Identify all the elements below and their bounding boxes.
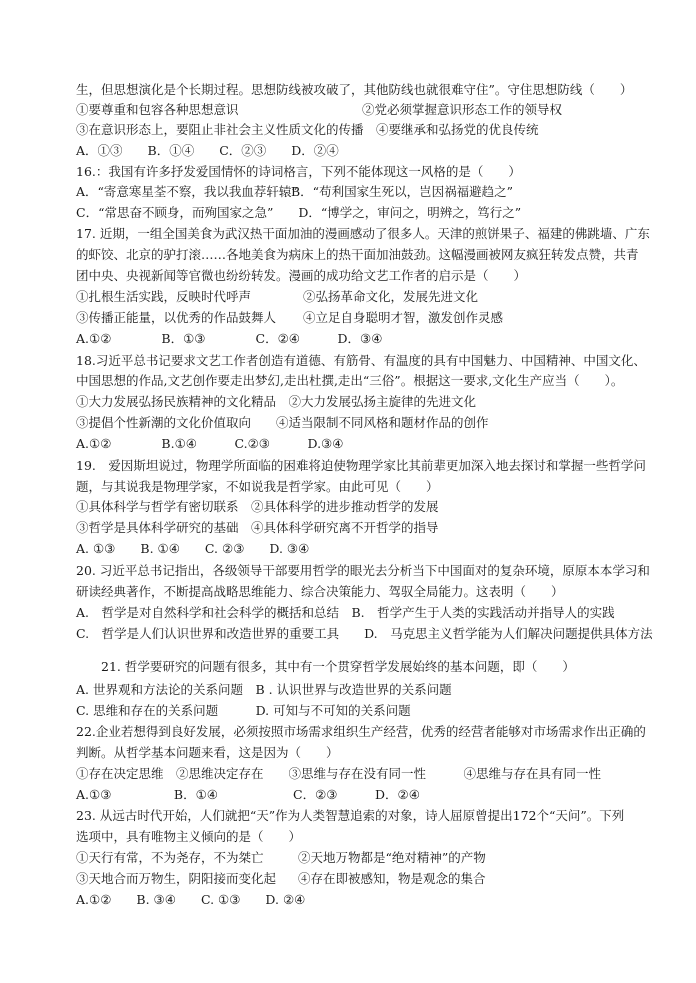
question-17-line-1: 17. 近期，一组全国美食为武汉热干面加油的漫画感动了很多人。天津的煎饼果子、福建的佛跳墙、广东 bbox=[76, 226, 650, 241]
question-17-option-4: ④立足自身聪明才智，激发创作灵感 bbox=[303, 310, 504, 325]
question-19-line-1: 19. 爱因斯坦说过，物理学所面临的困难将迫使物理学家比其前辈更加深入地去探讨和掌握一些哲学问 bbox=[76, 458, 646, 473]
question-23-option-3: ③天地合而万物生，阴阳接而变化起 bbox=[76, 871, 277, 886]
question-21-options-a-b: A. 世界观和方法论的关系问题 B . 认识世界与改造世界的关系问题 bbox=[76, 682, 452, 697]
question-22-answers: A.①③ B．①④ C．②③ D．②④ bbox=[76, 787, 420, 802]
question-15-option-2: ②党必须掌握意识形态工作的领导权 bbox=[362, 102, 563, 117]
question-23-option-4: ④存在即被感知，物是观念的集合 bbox=[298, 871, 486, 886]
question-20-line-2: 研读经典著作，不断提高战略思维能力、综合决策能力、驾驭全局能力。这表明（ ） bbox=[76, 584, 564, 599]
question-22-line-1: 22.企业若想得到良好发展，必须按照市场需求组织生产经营，优秀的经营者能够对市场需求作出正确的 bbox=[76, 724, 646, 739]
question-15-answers: A．①③ B．①④ C．②③ D．②④ bbox=[76, 143, 339, 158]
question-15-stem-tail: 生，但思想演化是个长期过程。思想防线被攻破了，其他防线也就很难守住”。守住思想防线（ ） bbox=[76, 82, 633, 97]
question-23-option-1: ①天行有常，不为尧存，不为桀亡 bbox=[76, 850, 264, 865]
question-17-line-3: 团中央、央视新闻等官微也纷纷转发。漫画的成功给文艺工作者的启示是（ ） bbox=[76, 268, 527, 283]
question-17-answers: A.①② B．①③ C．②④ D．③④ bbox=[76, 331, 383, 346]
question-22-line-2: 判断。从哲学基本问题来看，这是因为（ ） bbox=[76, 745, 339, 760]
question-17-line-2: 的虾饺、北京的驴打滚……各地美食为病床上的热干面加油鼓劲。这幅漫画被网友疯狂转发点赞，共青 bbox=[76, 247, 639, 262]
question-18-line-2: 中国思想的作品,文艺创作要走出梦幻,走出杜撰,走出“三俗”。根据这一要求,文化生产应当（ ）。 bbox=[76, 373, 624, 388]
question-19-answers: A. ①③ B. ①④ C. ②③ D. ③④ bbox=[76, 541, 310, 556]
question-23-option-2: ②天地万物都是“绝对精神”的产物 bbox=[298, 850, 486, 865]
question-18-options-1-2: ①大力发展弘扬民族精神的文化精品 ②大力发展弘扬主旋律的先进文化 bbox=[76, 394, 477, 409]
question-16-option-a: A．“寄意寒星荃不察，我以我血荐轩辕” bbox=[76, 184, 298, 199]
question-18-line-1: 18.习近平总书记要求文艺工作者创造有道德、有筋骨、有温度的具有中国魅力、中国精神、中国文化、 bbox=[76, 353, 646, 368]
question-23-line-2: 选项中，具有唯物主义倾向的是（ ） bbox=[76, 829, 302, 844]
question-19-options-3-4: ③哲学是具体科学研究的基础 ④具体科学研究离不开哲学的指导 bbox=[76, 520, 439, 535]
question-21-options-c-d: C. 思维和存在的关系问题 D. 可知与不可知的关系问题 bbox=[76, 703, 411, 718]
question-16-option-b: B．“苟利国家生死以，岂因祸福避趋之” bbox=[291, 184, 513, 199]
question-20-line-1: 20. 习近平总书记指出，各级领导干部要用哲学的眼光去分析当下中国面对的复杂环境，原原本本学习和 bbox=[76, 563, 650, 578]
question-16-stem: 16.：我国有许多抒发爱国情怀的诗词格言，下列不能体现这一风格的是（ ） bbox=[76, 164, 521, 179]
question-15-options-3-4: ③在意识形态上，要阻止非社会主义性质文化的传播 ④要继承和弘扬党的优良传统 bbox=[76, 122, 539, 137]
question-20-options-a-b: A. 哲学是对自然科学和社会科学的概括和总结 B. 哲学产生于人类的实践活动并指导人的实践 bbox=[76, 605, 615, 620]
question-17-option-1: ①扎根生活实践，反映时代呼声 bbox=[76, 289, 252, 304]
question-17-option-2: ②弘扬革命文化，发展先进文化 bbox=[303, 289, 479, 304]
question-19-line-2: 题，与其说我是物理学家，不如说我是哲学家。由此可见（ ） bbox=[76, 479, 439, 494]
question-17-option-3: ③传播正能量，以优秀的作品鼓舞人 bbox=[76, 310, 277, 325]
question-16-options-c-d: C．“常思奋不顾身，而殉国家之急” D．“博学之，审问之，明辨之，笃行之” bbox=[76, 205, 522, 220]
question-20-options-c-d: C. 哲学是人们认识世界和改造世界的重要工具 D. 马克思主义哲学能为人们解决问题提供具体方法 bbox=[76, 626, 653, 641]
question-19-options-1-2: ①具体科学与哲学有密切联系 ②具体科学的进步推动哲学的发展 bbox=[76, 499, 439, 514]
question-18-options-3-4: ③提倡个性新潮的文化价值取向 ④适当限制不同风格和题材作品的创作 bbox=[76, 415, 489, 430]
question-18-answers: A.①② B.①④ C.②③ D.③④ bbox=[76, 436, 344, 451]
question-21-stem: 21. 哲学要研究的问题有很多，其中有一个贯穿哲学发展始终的基本问题，即（ ） bbox=[101, 659, 575, 674]
question-15-option-1: ①要尊重和包容各种思想意识 bbox=[76, 102, 239, 117]
question-23-answers: A.①② B. ③④ C. ①③ D. ②④ bbox=[76, 892, 306, 907]
question-22-options: ①存在决定思维 ②思维决定存在 ③思维与存在没有同一性 ④思维与存在具有同一性 bbox=[76, 766, 602, 781]
question-23-line-1: 23. 从远古时代开始，人们就把“天”作为人类智慧追索的对象，诗人屈原曾提出172个“天问”。下列 bbox=[76, 808, 625, 823]
